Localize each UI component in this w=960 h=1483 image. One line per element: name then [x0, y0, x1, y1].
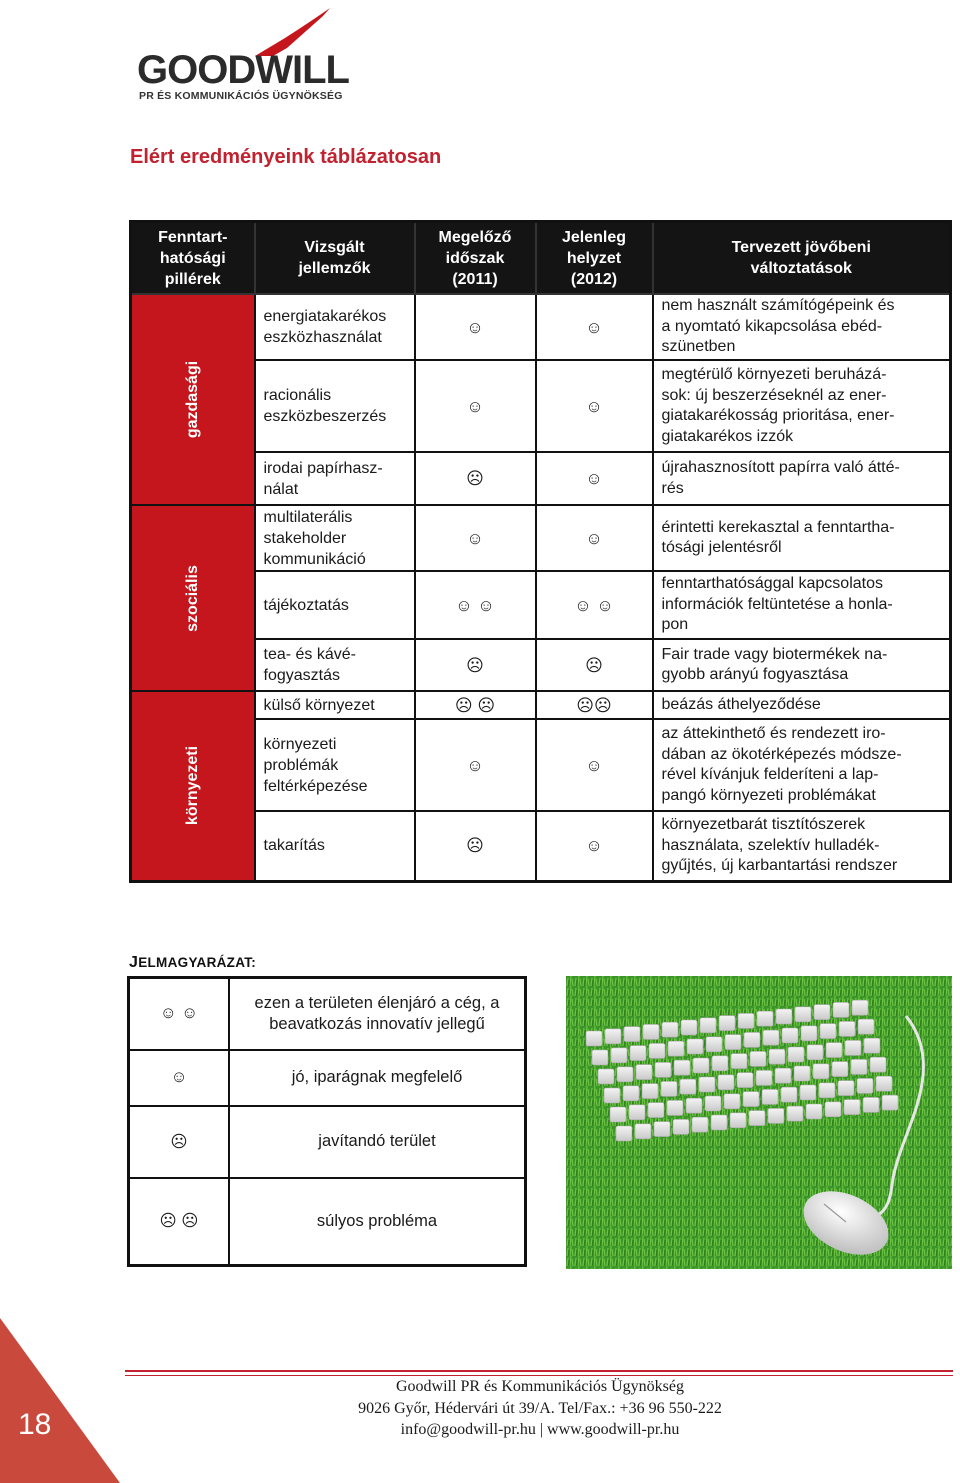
previous-rating: ☹ — [415, 639, 536, 691]
keyboard-key — [668, 1041, 684, 1056]
current-rating: ☹☹ — [536, 691, 653, 719]
keyboard-key — [852, 1000, 868, 1015]
keyboard-key — [814, 1005, 830, 1020]
current-rating: ☺ — [536, 452, 653, 505]
keyboard-key — [681, 1020, 697, 1035]
keyboard-key — [662, 1022, 678, 1037]
current-rating: ☺ ☺ — [536, 571, 653, 639]
current-rating: ☺ — [536, 719, 653, 811]
keyboard-key — [686, 1098, 702, 1113]
keyboard-key — [857, 1078, 873, 1093]
keyboard-key — [776, 1009, 792, 1024]
previous-rating: ☹ — [415, 811, 536, 881]
keyboard-mouse-on-grass-icon — [566, 976, 952, 1269]
keyboard-key — [654, 1122, 670, 1137]
table-row — [131, 691, 951, 719]
legend-row — [129, 978, 526, 1050]
footer-company: Goodwill PR és Kommunikációs Ügynökség — [396, 1378, 684, 1395]
keyboard-key — [649, 1043, 665, 1058]
keyboard-key — [838, 1081, 854, 1096]
keyboard-key — [750, 1051, 766, 1066]
keyboard-key — [820, 1024, 836, 1039]
keyboard-key — [705, 1096, 721, 1111]
keyboard-key — [680, 1079, 696, 1094]
header-previous: Megelőző időszak (2011) — [415, 222, 536, 295]
previous-rating: ☹ — [415, 452, 536, 505]
keyboard-key — [642, 1084, 658, 1099]
goodwill-logo — [135, 8, 365, 108]
plan-cell: beázás áthelyeződése — [653, 691, 951, 719]
feature-cell: környezeti problémák feltérképezése — [255, 719, 415, 811]
pillar-environmental: környezeti — [131, 691, 255, 881]
keyboard-key — [768, 1108, 784, 1123]
keyboard-key — [687, 1039, 703, 1054]
keyboard-key — [800, 1085, 816, 1100]
keyboard-key — [806, 1104, 822, 1119]
keyboard-key — [692, 1117, 708, 1132]
keyboard-key — [693, 1058, 709, 1073]
feature-cell: racionális eszközbeszerzés — [255, 360, 415, 452]
current-rating: ☺ — [536, 360, 653, 452]
keyboard-key — [624, 1027, 640, 1042]
keyboard-mouse-grass-image — [566, 976, 952, 1269]
keyboard-key — [592, 1050, 608, 1065]
keyboard-key — [616, 1126, 632, 1141]
legend-row — [129, 1178, 526, 1266]
keyboard-key — [845, 1040, 861, 1055]
feature-cell: tájékoztatás — [255, 571, 415, 639]
keyboard-key — [757, 1011, 773, 1026]
table-row — [131, 294, 951, 360]
header-features: Vizsgált jellemzők — [255, 222, 415, 295]
pillar-economic: gazdasági — [131, 294, 255, 505]
table-header-row — [131, 222, 951, 295]
legend-symbol: ☹ — [129, 1106, 230, 1178]
plan-cell: érintetti kerekasztal a fenntartha- tósági jelentésről — [653, 505, 951, 571]
keyboard-key — [667, 1100, 683, 1115]
keyboard-key — [737, 1073, 753, 1088]
keyboard-key — [795, 1007, 811, 1022]
keyboard-key — [864, 1038, 880, 1053]
keyboard-key — [839, 1021, 855, 1036]
feature-cell: tea- és kávé- fogyasztás — [255, 639, 415, 691]
keyboard-key — [623, 1086, 639, 1101]
keyboard-key — [718, 1075, 734, 1090]
keyboard-key — [807, 1045, 823, 1060]
page-title: Elért eredményeink táblázatosan — [130, 146, 442, 168]
plan-cell: újrahasznosított papírra való átté- rés — [653, 452, 951, 505]
keyboard-key — [813, 1064, 829, 1079]
header-planned: Tervezett jövőbeni változtatások — [653, 222, 951, 295]
keyboard-key — [781, 1087, 797, 1102]
previous-rating: ☺ — [415, 294, 536, 360]
feature-cell: irodai papírhasz- nálat — [255, 452, 415, 505]
keyboard-key — [730, 1113, 746, 1128]
keyboard-key — [724, 1094, 740, 1109]
keyboard-key — [725, 1035, 741, 1050]
keyboard-key — [763, 1030, 779, 1045]
legend-row — [129, 1106, 526, 1178]
keyboard-key — [787, 1106, 803, 1121]
feature-cell: multilaterális stakeholder kommunikáció — [255, 505, 415, 571]
keyboard-key — [605, 1029, 621, 1044]
keyboard-key — [882, 1095, 898, 1110]
keyboard-key — [819, 1083, 835, 1098]
keyboard-key — [794, 1066, 810, 1081]
keyboard-key — [604, 1088, 620, 1103]
footer-contact — [320, 1376, 760, 1441]
feature-cell: takarítás — [255, 811, 415, 881]
pillar-social: szociális — [131, 505, 255, 691]
previous-rating: ☺ ☺ — [415, 571, 536, 639]
keyboard-key — [674, 1060, 690, 1075]
keyboard-key — [611, 1048, 627, 1063]
legend-symbol: ☹ ☹ — [129, 1178, 230, 1266]
legend-text: jó, iparágnak megfelelő — [229, 1050, 526, 1106]
plan-cell: környezetbarát tisztítószerek használata, szelektív hulladék- gyűjtés, új karbantartási rendszer — [653, 811, 951, 881]
previous-rating: ☺ — [415, 719, 536, 811]
keyboard-key — [801, 1026, 817, 1041]
keyboard-key — [630, 1046, 646, 1061]
keyboard-key — [719, 1016, 735, 1031]
keyboard-key — [851, 1059, 867, 1074]
legend-symbol: ☺ ☺ — [129, 978, 230, 1050]
keyboard-key — [661, 1081, 677, 1096]
legend-text: súlyos probléma — [229, 1178, 526, 1266]
previous-rating: ☺ — [415, 505, 536, 571]
footer-address: 9026 Győr, Hédervári út 39/A. Tel/Fax.: +36 96 550-222 — [358, 1399, 722, 1417]
current-rating: ☺ — [536, 505, 653, 571]
keyboard-key — [762, 1089, 778, 1104]
keyboard-key — [775, 1068, 791, 1083]
keyboard-key — [655, 1062, 671, 1077]
keyboard-key — [636, 1065, 652, 1080]
keyboard-key — [876, 1076, 892, 1091]
feature-cell: energiatakarékos eszközhasználat — [255, 294, 415, 360]
plan-cell: fenntarthatósággal kapcsolatos információk feltüntetése a honla- pon — [653, 571, 951, 639]
header-pillars: Fenntart- hatósági pillérek — [131, 222, 255, 295]
plan-cell: Fair trade vagy biotermékek na- gyobb arányú fogyasztása — [653, 639, 951, 691]
keyboard-key — [832, 1062, 848, 1077]
keyboard-key — [833, 1002, 849, 1017]
keyboard-key — [782, 1028, 798, 1043]
plan-cell: megtérülő környezeti beruházá- sok: új beszerzéseknél az ener- giatakarékosság prioritása, ener- giatakarékos izzók — [653, 360, 951, 452]
previous-rating: ☹ ☹ — [415, 691, 536, 719]
keyboard-key — [858, 1019, 874, 1034]
legend-row — [129, 1050, 526, 1106]
keyboard-key — [731, 1054, 747, 1069]
keyboard-key — [586, 1031, 602, 1046]
keyboard-key — [648, 1103, 664, 1118]
keyboard-key — [610, 1107, 626, 1122]
keyboard-key — [756, 1070, 772, 1085]
keyboard-key — [712, 1056, 728, 1071]
keyboard-key — [711, 1115, 727, 1130]
keyboard-key — [788, 1047, 804, 1062]
logo-wordmark: GOODWILL — [137, 48, 349, 92]
keyboard-key — [844, 1100, 860, 1115]
page-number: 18 — [18, 1408, 52, 1441]
legend-symbol: ☺ — [129, 1050, 230, 1106]
keyboard-key — [870, 1057, 886, 1072]
plan-cell: az áttekinthető és rendezett iro- dában az ökotérképezés módsze- rével kívánjuk felderíteni a lap- pangó környezeti problémákat — [653, 719, 951, 811]
keyboard-key — [700, 1018, 716, 1033]
feature-cell: külső környezet — [255, 691, 415, 719]
legend-table — [127, 976, 527, 1267]
footer-web: info@goodwill-pr.hu | www.goodwill-pr.hu — [400, 1421, 680, 1438]
keyboard-key — [769, 1049, 785, 1064]
legend-title: JELMAGYARÁZAT: — [129, 954, 257, 971]
keyboard-key — [673, 1119, 689, 1134]
keyboard-key — [706, 1037, 722, 1052]
keyboard-key — [617, 1067, 633, 1082]
keyboard-key — [826, 1043, 842, 1058]
header-current: Jelenleg helyzet (2012) — [536, 222, 653, 295]
logo-subtitle: PR ÉS KOMMUNIKÁCIÓS ÜGYNÖKSÉG — [139, 90, 343, 102]
page-corner-icon — [0, 1318, 120, 1483]
footer-rule — [125, 1370, 953, 1372]
plan-cell: nem használt számítógépeink és a nyomtató kikapcsolása ebéd- szünetben — [653, 294, 951, 360]
current-rating: ☺ — [536, 294, 653, 360]
current-rating: ☺ — [536, 811, 653, 881]
keyboard-key — [643, 1024, 659, 1039]
keyboard-key — [738, 1013, 754, 1028]
keyboard-key — [743, 1092, 759, 1107]
keyboard-key — [699, 1077, 715, 1092]
keyboard-key — [863, 1097, 879, 1112]
keyboard-key — [629, 1105, 645, 1120]
table-row — [131, 505, 951, 571]
current-rating: ☹ — [536, 639, 653, 691]
keyboard-key — [749, 1111, 765, 1126]
legend-text: javítandó terület — [229, 1106, 526, 1178]
previous-rating: ☺ — [415, 360, 536, 452]
results-table — [129, 220, 952, 883]
legend-text: ezen a területen élenjáró a cég, a beavatkozás innovatív jellegű — [229, 978, 526, 1050]
keyboard-key — [825, 1102, 841, 1117]
keyboard-key — [744, 1032, 760, 1047]
keyboard-key — [598, 1069, 614, 1084]
keyboard-key — [635, 1124, 651, 1139]
